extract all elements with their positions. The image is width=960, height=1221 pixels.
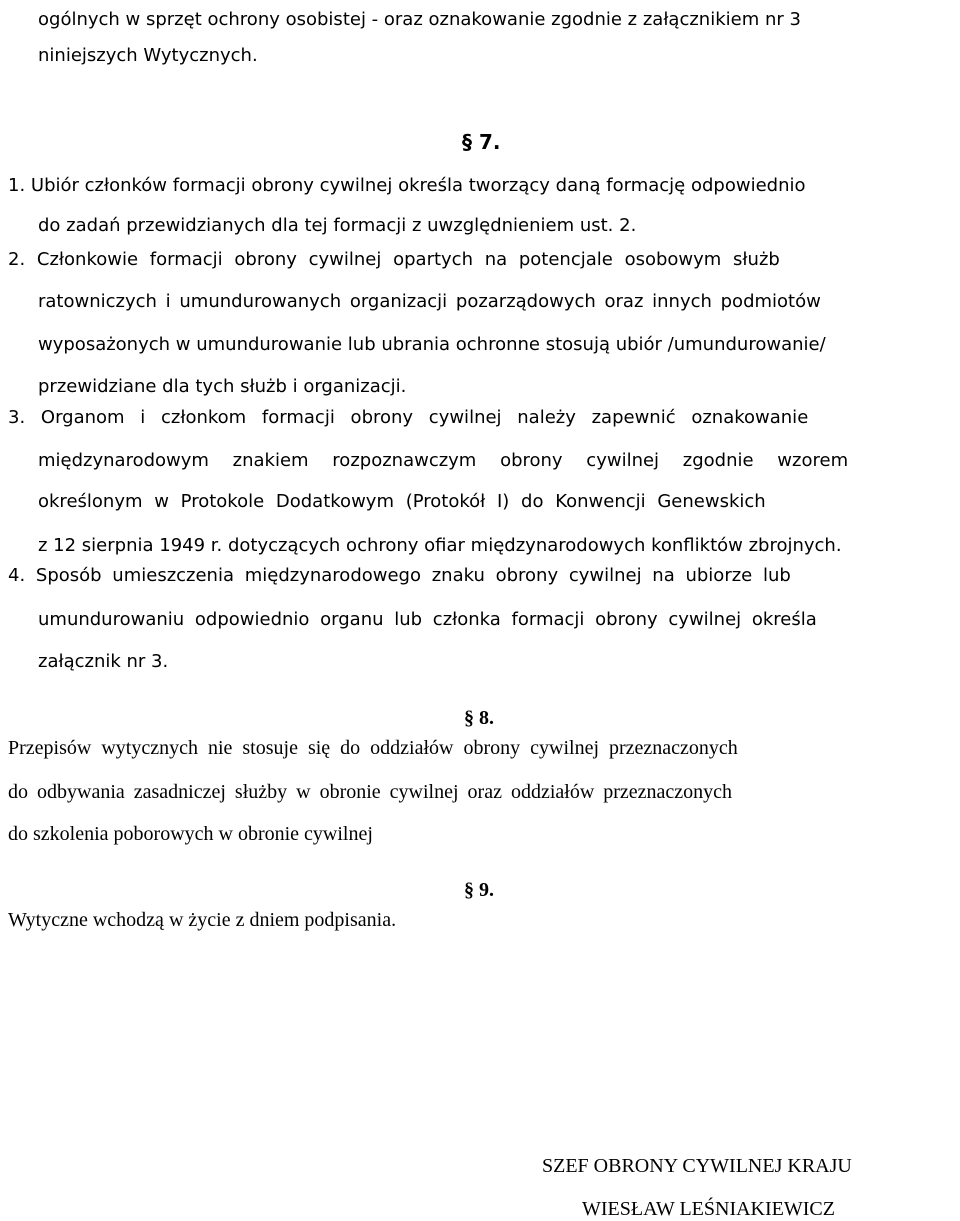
text-line: z 12 sierpnia 1949 r. dotyczących ochrony ofiar międzynarodowych konfliktów zbrojnych. <box>38 535 842 556</box>
text-line: niniejszych Wytycznych. <box>38 45 258 66</box>
text-line: przewidziane dla tych służb i organizacji. <box>38 376 407 397</box>
text-line: ogólnych w sprzęt ochrony osobistej - oraz oznakowanie zgodnie z załącznikiem nr 3 <box>38 9 801 30</box>
text-line: wyposażonych w umundurowanie lub ubrania ochronne stosują ubiór /umundurowanie/ <box>38 334 826 355</box>
text-line: międzynarodowym znakiem rozpoznawczym obrony cywilnej zgodnie wzorem <box>38 450 849 471</box>
text-line: Przepisów wytycznych nie stosuje się do oddziałów obrony cywilnej przeznaczonych <box>8 737 738 759</box>
text-line: określonym w Protokole Dodatkowym (Protokół I) do Konwencji Genewskich <box>38 491 766 512</box>
text-line: do zadań przewidzianych dla tej formacji z uwzględnieniem ust. 2. <box>38 215 637 236</box>
section-heading: § 8. <box>464 707 494 729</box>
text-line: załącznik nr 3. <box>38 651 169 672</box>
text-line: 4. Sposób umieszczenia międzynarodowego znaku obrony cywilnej na ubiorze lub <box>8 565 791 586</box>
text-line: 2. Członkowie formacji obrony cywilnej opartych na potencjale osobowym służb <box>8 249 780 270</box>
text-line: 1. Ubiór członków formacji obrony cywilnej określa tworzący daną formację odpowiednio <box>8 175 806 196</box>
signatory-title: SZEF OBRONY CYWILNEJ KRAJU <box>542 1155 852 1177</box>
text-line: 3. Organom i członkom formacji obrony cywilnej należy zapewnić oznakowanie <box>8 407 809 428</box>
text-line: umundurowaniu odpowiednio organu lub członka formacji obrony cywilnej określa <box>38 609 817 630</box>
signatory-name: WIESŁAW LEŚNIAKIEWICZ <box>582 1198 835 1220</box>
text-line: do szkolenia poborowych w obronie cywilnej <box>8 823 373 845</box>
text-line: do odbywania zasadniczej służby w obronie cywilnej oraz oddziałów przeznaczonych <box>8 781 733 803</box>
section-heading: § 9. <box>464 879 494 901</box>
text-line: Wytyczne wchodzą w życie z dniem podpisania. <box>8 909 397 931</box>
text-line: ratowniczych i umundurowanych organizacji pozarządowych oraz innych podmiotów <box>38 291 821 312</box>
section-heading: § 7. <box>462 130 501 154</box>
